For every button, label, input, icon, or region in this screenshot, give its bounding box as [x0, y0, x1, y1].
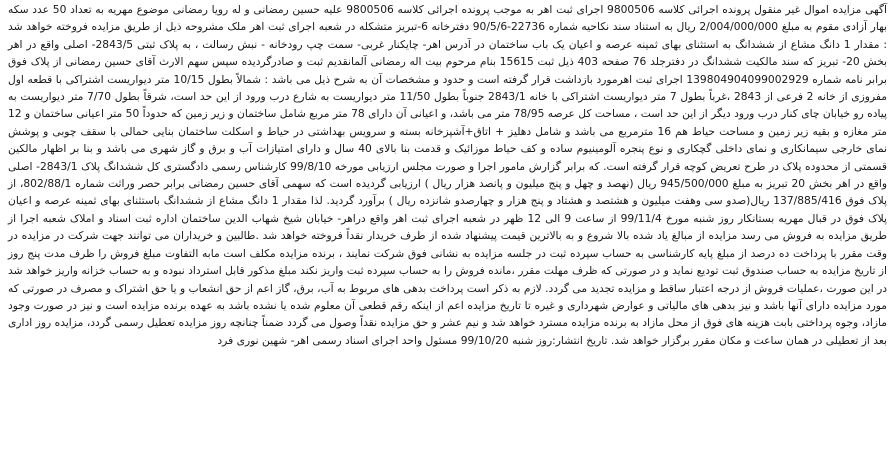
notice-body-text: آگهی مزایده اموال غیر منقول پرونده اجرائی کلاسه 9800506 اجرای ثبت اهر به موجب پرونده اجرائی کلاسه 9800506 علیه حسین رمضانی و له رویا رمضانی موضوع مهریه به تعداد 50 عدد سکه بهار آزادی مقوم به مبلغ 2/004/000/000 ریال به استناد سند نکاحیه شماره 22736-90/5/6 دفترخانه 6-تبریز متشکله در شعبه اجرای ثبت اهر ملک مشروحه ذیل از طریق مزایده فروخته خواهد شد : مقدار 1 دانگ مشاع از ششدانگ به استثنای بهای ثمینه عرصه و اعیان یک باب ساختمان در آدرس اهر- چایکنار غربی- سمت چپ رودخانه - نبش رسالت ، به پلاک ثبتی 2843/5- اصلی واقع در اهر بخش 20- تبریز که سند مالکیت ششدانگ در دفترجلد 76 صفحه 403 ذیل ثبت 15615 بنام مرحوم بیت اله رمضانی آلمانقدیم ثبت و صادرگردیده سپس سهم الارث آقای حسین رمضانی از پلاک فوق برابر نامه شماره 139804904099002929 اجرای ثبت اهرمورد بازداشت قرار گرفته است و حدود و مشخصات آن به شرح ذیل می باشد : شمالاً بطول 10/15 متر دیواریست اشتراکی با قطعه اول مفروزی از خانه 2 فرعی از 2843 ،غرباً بطول 7 متر دیواریست اشتراکی با خانه 2843/1 جنوباً بطول 11/50 متر دیواریست به شارع درب ورود از این حد است، شرقاً بطول 7/70 متر دیواریست به پیاده رو خیابان چای کنار درب ورود دیگر از این حد است ، مساحت کل عرصه 78/95 متر می باشد، و اعیانی آن دارای 78 متر مربع شامل ساختمان و زیر زمین که حدوداً 50 متر اعیانی ساختمان و 12 متر مغازه و بقیه زیر زمین و مساحت حیاط هم 16 مترمربع می باشد و شامل دهلیز + اتاق+آشپزخانه بسته و سرویس بهداشتی در حیاط و اسکلت ساختمان بنایی حمالی با سقف چوبی و پوشش نمای خارجی سیمانکاری و نمای داخلی گچکاری و نوع پنجره آلومینیوم ساده و کف حیاط موزائیک و قدمت بنا بالای 40 سال و دارای امتیازات آب و برق و گاز شهری می باشد و بنا بر اظهار مالکین قسمتی از محدوده پلاک در طرح تعریض کوچه قرار گرفته است. که برابر گزارش مامور اجرا و صورت مجلس ارزیابی مورخه 99/8/10 کارشناس رسمی دادگستری کل ششدانگ پلاک 2843/1- اصلی واقع در اهر بخش 20 تبریز به مبلغ 945/500/000 ریال (نهصد و چهل و پنج میلیون و پانصد هزار ریال ) ارزیابی گردیده است که سهمی آقای حسین رمضانی برابر حصر وراثت شماره 802/88/1، از پلاک فوق 137/885/416 ریال(صدو سی وهفت میلیون و هشتصد و هشتاد و پنج هزار و چهارصدو شانزده ریال ) برآورد گردید. لذا مقدار 1 دانگ مشاع از ششدانگ باستثنای بهای ثمینه عرصه و اعیان پلاک فوق در قبال مهریه بستانکار روز شنبه مورخ 99/11/4 از ساعت 9 الی 12 ظهر در شعبه اجرای ثبت اهر واقع دراهر- خیابان شیخ شهاب الدین ساختمان اداره ثبت اسناد و املاک شعبه اجرا از طریق مزایده به فروش می رسد مزایده از مبالغ یاد شده بالا شروع و به بالاترین قیمت پیشنهاد شده از طرف خریدار نقداً فروخته خواهد شد .طالبین و خریداران می توانند جهت شرکت در مزایده در وقت مقرر با پرداخت ده درصد از مبلغ پایه کارشناسی به حساب سپرده ثبت در جلسه مزایده به نشانی فوق شرکت نمایند ، برنده مزایده مکلف است مابه التفاوت مبلغ فروش را ظرف مدت پنج روز از تاریخ مزایده به حساب صندوق ثبت تودیع نماید و در صورتی که ظرف مهلت مقرر ،مانده فروش را به حساب سپرده ثبت واریز نکند مبلغ مذکور قابل استرداد نبوده و به حساب خزانه واریز خواهد شد در این صورت ،عملیات فروش از درجه اعتبار ساقط و مزایده تجدید می گردد. لازم به ذکر است پرداخت بدهی های مربوط به آب، برق، گاز اعم از حق انشعاب و یا حق اشتراک و مصرف در صورتی که مورد مزایده دارای آنها باشد و نیز بدهی های مالیاتی و عوارض شهرداری و غیره تا تاریخ مزایده اعم از اینکه رقم قطعی آن معلوم شده یا نشده باشد به عهده برنده مزایده است و نیز در صورت وجود مازاد، وجوه پرداختی بابت هزینه های فوق از محل مازاد به برنده مزایده مسترد خواهد شد و نیم عشر و حق مزایده نقداً وصول می گردد ضمناً چنانچه روز مزایده تعطیل رسمی گردد، مزایده روز اداری بعد از تعطیلی در همان ساعت و مکان مقرر برگزار خواهد شد. تاریخ انتشار:روز شنبه 99/10/20 مسئول واحد اجرای اسناد رسمی اهر- شهین نوری فرد	[7, 3, 888, 347]
